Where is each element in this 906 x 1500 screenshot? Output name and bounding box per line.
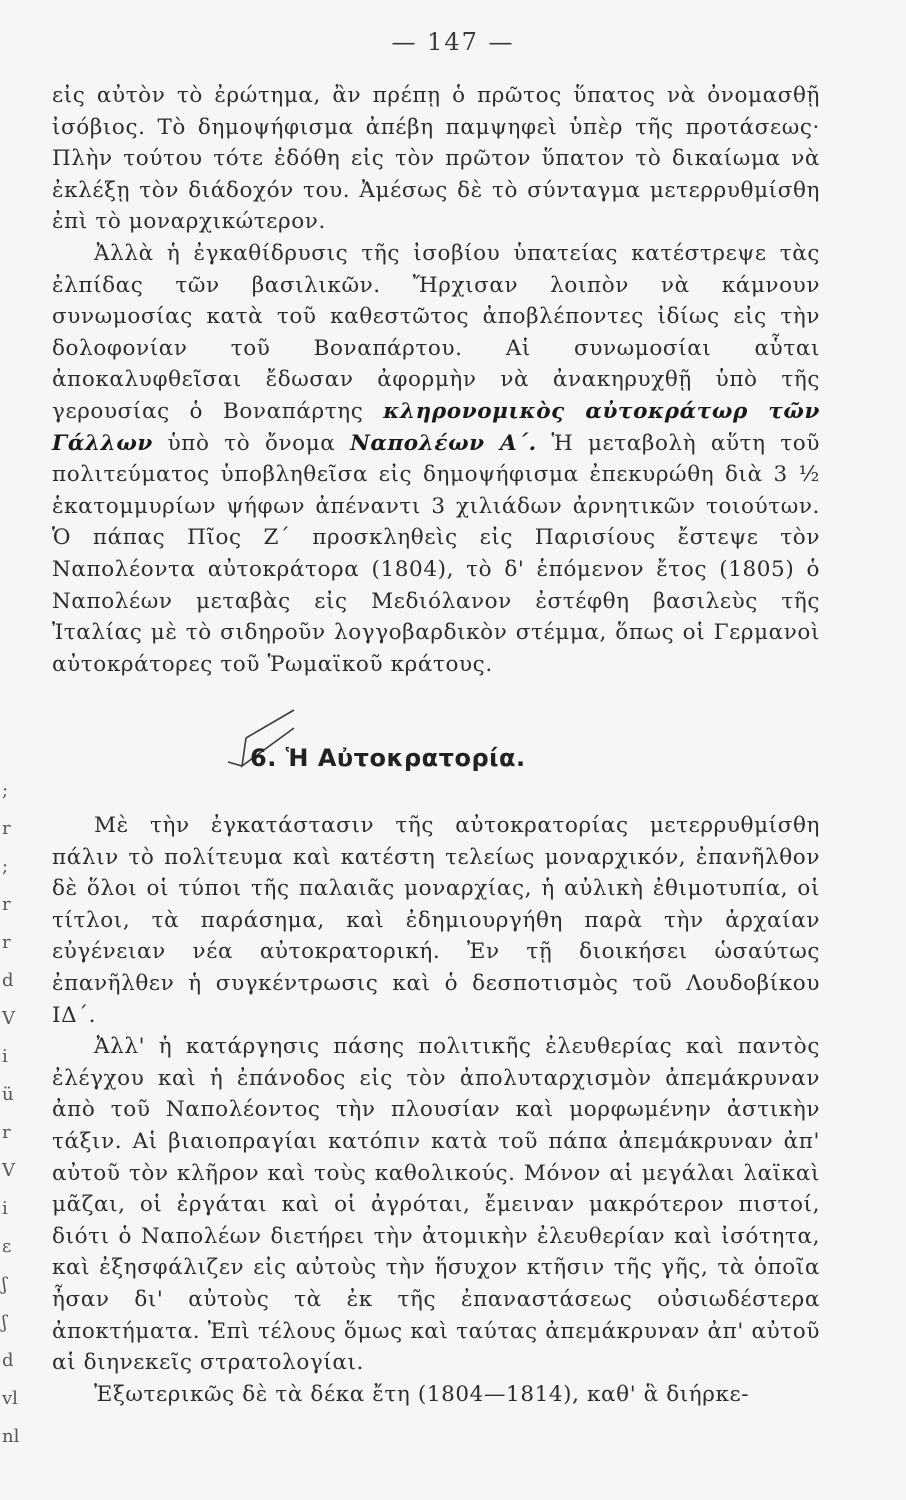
edge-mark: V — [2, 1160, 15, 1181]
emphasis-napoleon-i: Ναπολέων Α΄. — [350, 430, 537, 456]
paragraph-2-part-2: ὑπὸ τὸ ὄνομα — [167, 430, 336, 456]
edge-mark: ; — [2, 856, 9, 877]
edge-mark: ü — [2, 1084, 14, 1105]
paragraph-4: Ἀλλ' ἡ κατάργησις πάσης πολιτικῆς ἐλευθερίας καὶ παντὸς ἐλέγχου καὶ ἡ ἐπάνοδος εἰς τὸν ἀπολυταρχισμὸν ἀπεμάκρυναν ἀπὸ τοῦ Ναπολέοντος τὴν πλουσίαν καὶ μορφωμένην ἀστικὴν τάξιν. Αἱ βιαιοπραγίαι κατόπιν κατὰ τοῦ πάπα ἀπεμάκρυναν ἀπ' αὐτοῦ τὸν κλῆρον καὶ τοὺς καθολικούς. Μόνον αἱ μεγάλαι λαϊκαὶ μᾶζαι, οἱ ἐργάται καὶ οἱ ἀγρόται, ἔμειναν μακρότερον πιστοί, διότι ὁ Ναπολέων διετήρει τὴν ἀτομικὴν ἐλευθερίαν καὶ ἰσότητα, καὶ ἐξησφάλιζεν εἰς αὐτοὺς τὴν ἥσυχον κτῆσιν τῆς γῆς, τὰ ὁποῖα ἦσαν δι' αὐτοὺς τὰ ἐκ τῆς ἐπαναστάσεως οὐσιωδέστερα ἀποκτήματα. Ἐπὶ τέλους ὅμως καὶ ταύτας ἀπεμάκρυναν ἀπ' αὐτοῦ αἱ διηνεκεῖς στρατολογίαι. — [52, 1034, 820, 1376]
edge-mark: nl — [2, 1426, 20, 1447]
edge-mark: d — [2, 1350, 14, 1371]
edge-mark: V — [2, 1008, 15, 1029]
edge-mark: r — [2, 932, 11, 953]
edge-mark: r — [2, 1122, 11, 1143]
page-number: — 147 — — [391, 28, 515, 56]
text-block-top — [52, 80, 820, 680]
edge-mark: vl — [2, 1388, 18, 1409]
paragraph-1: εἰς αὐτὸν τὸ ἐρώτημα, ἂν πρέπῃ ὁ πρῶτος ὕπατος νὰ ὀνομασθῇ ἰσόβιος. Τὸ δημοψήφισμα ἀπέβη παμψηφεὶ ὑπὲρ τῆς προτάσεως· Πλὴν τούτου τότε ἐδόθη εἰς τὸν πρῶτον ὕπατον τὸ δικαίωμα νὰ ἐκλέξῃ τὸν διάδοχόν του. Ἀμέσως δὲ τὸ σύνταγμα μετερρυθμίσθη ἐπὶ τὸ μοναρχικώτερον. — [52, 83, 820, 235]
edge-mark: ; — [2, 780, 9, 801]
edge-mark: r — [2, 894, 11, 915]
edge-mark: ʃ — [2, 1274, 7, 1295]
edge-mark: r — [2, 818, 11, 839]
paragraph-3: Μὲ τὴν ἐγκατάστασιν τῆς αὐτοκρατορίας μετερρυθμίσθη πάλιν τὸ πολίτευμα καὶ κατέστη τελείως μοναρχικόν, ἐπανῆλθον δὲ ὅλοι οἱ τύποι τῆς παλαιᾶς μοναρχίας, ἡ αὐλικὴ ἐθιμοτυπία, οἱ τίτλοι, τὰ παράσημα, καὶ ἐδημιουργήθη παρὰ τὴν ἀρχαίαν εὐγένειαν νέα αὐτοκρατορική. Ἐν τῇ διοικήσει ὡσαύτως ἐπανῆλθεν ἡ συγκέντρωσις καὶ ὁ δεσποτισμὸς τοῦ Λουδοβίκου ΙΔ΄. — [52, 813, 820, 1028]
paragraph-2-part-1: Ἀλλὰ ἡ ἐγκαθίδρυσις τῆς ἰσοβίου ὑπατείας κατέστρεψε τὰς ἐλπίδας τῶν βασιλικῶν. Ἤρχισαν λοιπὸν νὰ κάμνουν συνωμοσίας κατὰ τοῦ καθεστῶτος ἀποβλέποντες ἰδίως εἰς τὴν δολοφονίαν τοῦ Βοναπάρτου. Αἱ συνωμοσίαι αὗται ἀποκαλυφθεῖσαι ἔδωσαν ἀφορμὴν νὰ ἀνακηρυχθῇ ὑπὸ τῆς γερουσίας ὁ Βοναπάρτης — [52, 240, 820, 424]
text-block-bottom — [52, 810, 820, 1410]
edge-mark: ʃ — [2, 1312, 7, 1333]
paragraph-2-part-3: Ἡ μεταβολὴ αὕτη τοῦ πολιτεύματος ὑποβληθεῖσα εἰς δημοψήφισμα ἐπεκυρώθη διὰ 3 ½ ἑκατομμυρίων ψήφων ἀπέναντι 3 χιλιάδων ἀρνητικῶν τοιούτων. Ὁ πάπας Πῖος Ζ΄ προσκληθεὶς εἰς Παρισίους ἔστεψε τὸν Ναπολέοντα αὐτοκράτορα (1804), τὸ δ' ἑπόμενον ἔτος (1805) ὁ Ναπολέων μεταβὰς εἰς Μεδιόλανον ἐστέφθη βασιλεὺς τῆς Ἰταλίας μὲ τὸ σιδηροῦν λογγοβαρδικὸν στέμμα, ὅπως οἱ Γερμανοὶ αὐτοκράτορες τοῦ Ῥωμαϊκοῦ κράτους. — [52, 430, 820, 677]
left-edge-bleed-marks — [0, 780, 20, 1480]
emphasis-hereditary-emperor: κληρονομικὸς αὐτοκράτωρ τῶν Γάλλων — [52, 398, 820, 456]
section-heading: 6. Ἡ Αὐτοκρατορία. — [250, 744, 526, 772]
edge-mark: ε — [2, 1236, 12, 1257]
edge-mark: i — [2, 1046, 8, 1067]
paragraph-5: Ἐξωτερικῶς δὲ τὰ δέκα ἔτη (1804—1814), καθ' ἃ διήρκε- — [94, 1381, 750, 1407]
paragraph-2 — [52, 238, 820, 680]
edge-mark: d — [2, 970, 14, 991]
edge-mark: i — [2, 1198, 8, 1219]
